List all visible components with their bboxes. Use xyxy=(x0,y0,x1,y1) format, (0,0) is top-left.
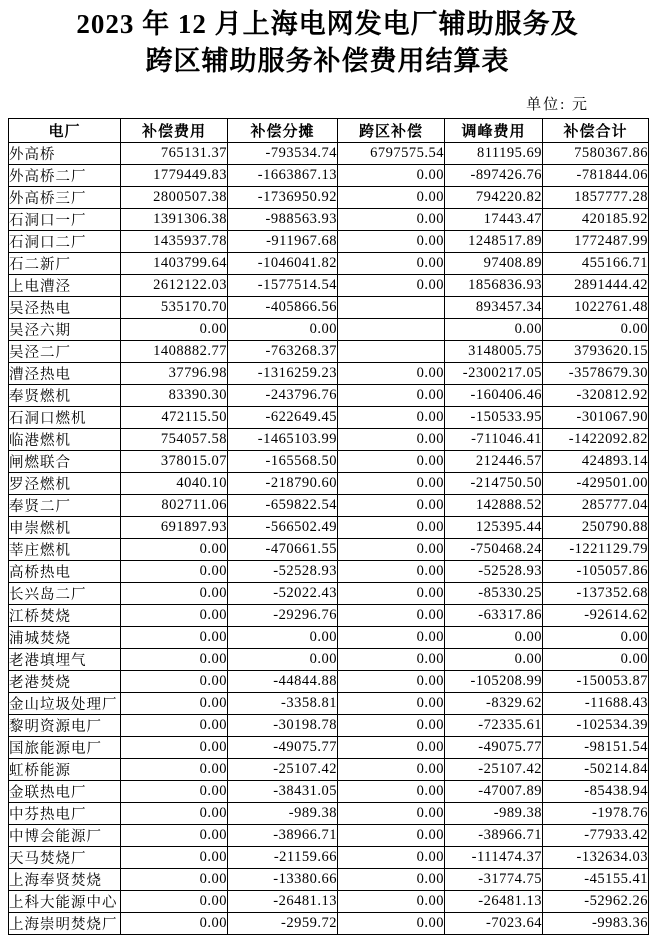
table-row xyxy=(9,473,649,495)
value-cell: 3793620.15 xyxy=(543,341,649,363)
value-cell: 0.00 xyxy=(338,407,445,429)
table-row xyxy=(9,649,649,671)
table-row xyxy=(9,561,649,583)
value-cell: -85438.94 xyxy=(543,781,649,803)
value-cell: 3148005.75 xyxy=(445,341,543,363)
value-cell: 0.00 xyxy=(121,561,228,583)
table-row xyxy=(9,693,649,715)
value-cell: -25107.42 xyxy=(445,759,543,781)
value-cell: 0.00 xyxy=(121,825,228,847)
value-cell: -72335.61 xyxy=(445,715,543,737)
value-cell: 0.00 xyxy=(338,187,445,209)
document-title xyxy=(0,6,655,80)
value-cell: -470661.55 xyxy=(228,539,338,561)
column-header: 补偿分摊 xyxy=(228,119,338,143)
value-cell: -405866.56 xyxy=(228,297,338,319)
value-cell: 1772487.99 xyxy=(543,231,649,253)
value-cell: -38431.05 xyxy=(228,781,338,803)
table-row xyxy=(9,385,649,407)
value-cell: -25107.42 xyxy=(228,759,338,781)
value-cell: -137352.68 xyxy=(543,583,649,605)
plant-name-cell: 上海崇明焚烧厂 xyxy=(9,913,121,935)
value-cell: -102534.39 xyxy=(543,715,649,737)
value-cell: 0.00 xyxy=(338,517,445,539)
value-cell: 0.00 xyxy=(338,385,445,407)
value-cell: -13380.66 xyxy=(228,869,338,891)
value-cell: 0.00 xyxy=(338,451,445,473)
value-cell: 0.00 xyxy=(338,209,445,231)
value-cell: 0.00 xyxy=(228,649,338,671)
value-cell: 0.00 xyxy=(543,319,649,341)
value-cell: 250790.88 xyxy=(543,517,649,539)
table-row xyxy=(9,231,649,253)
table-row xyxy=(9,869,649,891)
plant-name-cell: 天马焚烧厂 xyxy=(9,847,121,869)
table-row xyxy=(9,407,649,429)
plant-name-cell: 上电漕泾 xyxy=(9,275,121,297)
value-cell: 0.00 xyxy=(121,319,228,341)
value-cell: 0.00 xyxy=(338,561,445,583)
value-cell: 1391306.38 xyxy=(121,209,228,231)
table-row xyxy=(9,429,649,451)
value-cell: -1316259.23 xyxy=(228,363,338,385)
column-header: 调峰费用 xyxy=(445,119,543,143)
value-cell: 7580367.86 xyxy=(543,143,649,165)
column-header: 电厂 xyxy=(9,119,121,143)
value-cell: 893457.34 xyxy=(445,297,543,319)
table-row xyxy=(9,187,649,209)
table-row xyxy=(9,495,649,517)
value-cell: 2891444.42 xyxy=(543,275,649,297)
value-cell: 0.00 xyxy=(228,319,338,341)
value-cell: 0.00 xyxy=(338,165,445,187)
value-cell: -98151.54 xyxy=(543,737,649,759)
value-cell: 0.00 xyxy=(121,847,228,869)
value-cell: -1465103.99 xyxy=(228,429,338,451)
value-cell xyxy=(338,341,445,363)
value-cell: 1779449.83 xyxy=(121,165,228,187)
value-cell: 212446.57 xyxy=(445,451,543,473)
plant-name-cell: 上海奉贤焚烧 xyxy=(9,869,121,891)
value-cell: -622649.45 xyxy=(228,407,338,429)
settlement-document xyxy=(0,6,655,933)
value-cell: 2800507.38 xyxy=(121,187,228,209)
plant-name-cell: 虹桥能源 xyxy=(9,759,121,781)
header-row xyxy=(9,119,649,143)
value-cell: 0.00 xyxy=(338,495,445,517)
plant-name-cell: 黎明资源电厂 xyxy=(9,715,121,737)
value-cell: 754057.58 xyxy=(121,429,228,451)
table-row xyxy=(9,319,649,341)
value-cell: 0.00 xyxy=(121,671,228,693)
value-cell: 0.00 xyxy=(445,319,543,341)
value-cell: -49075.77 xyxy=(228,737,338,759)
value-cell: -989.38 xyxy=(228,803,338,825)
value-cell: -911967.68 xyxy=(228,231,338,253)
plant-name-cell: 莘庄燃机 xyxy=(9,539,121,561)
value-cell: -243796.76 xyxy=(228,385,338,407)
column-header: 跨区补偿 xyxy=(338,119,445,143)
value-cell: -750468.24 xyxy=(445,539,543,561)
value-cell: 0.00 xyxy=(338,671,445,693)
table-row xyxy=(9,605,649,627)
plant-name-cell: 中博会能源厂 xyxy=(9,825,121,847)
value-cell: -38966.71 xyxy=(228,825,338,847)
table-row xyxy=(9,539,649,561)
table-row xyxy=(9,913,649,935)
value-cell: 0.00 xyxy=(121,781,228,803)
table-row xyxy=(9,253,649,275)
value-cell: -429501.00 xyxy=(543,473,649,495)
value-cell: 1857777.28 xyxy=(543,187,649,209)
value-cell: -30198.78 xyxy=(228,715,338,737)
plant-name-cell: 外高桥 xyxy=(9,143,121,165)
value-cell: 1403799.64 xyxy=(121,253,228,275)
value-cell: -8329.62 xyxy=(445,693,543,715)
value-cell: 0.00 xyxy=(543,649,649,671)
value-cell: 0.00 xyxy=(121,913,228,935)
table-row xyxy=(9,297,649,319)
value-cell: -3358.81 xyxy=(228,693,338,715)
plant-name-cell: 江桥焚烧 xyxy=(9,605,121,627)
value-cell: -111474.37 xyxy=(445,847,543,869)
plant-name-cell: 外高桥三厂 xyxy=(9,187,121,209)
value-cell: 691897.93 xyxy=(121,517,228,539)
value-cell: -1221129.79 xyxy=(543,539,649,561)
value-cell: -52528.93 xyxy=(228,561,338,583)
plant-name-cell: 漕泾热电 xyxy=(9,363,121,385)
value-cell: 285777.04 xyxy=(543,495,649,517)
plant-name-cell: 石洞口燃机 xyxy=(9,407,121,429)
value-cell: -160406.46 xyxy=(445,385,543,407)
value-cell: -92614.62 xyxy=(543,605,649,627)
value-cell: -63317.86 xyxy=(445,605,543,627)
value-cell: 0.00 xyxy=(338,363,445,385)
plant-name-cell: 罗泾燃机 xyxy=(9,473,121,495)
plant-name-cell: 高桥热电 xyxy=(9,561,121,583)
value-cell: -1736950.92 xyxy=(228,187,338,209)
value-cell: -11688.43 xyxy=(543,693,649,715)
value-cell: -21159.66 xyxy=(228,847,338,869)
plant-name-cell: 石洞口一厂 xyxy=(9,209,121,231)
value-cell: 0.00 xyxy=(338,539,445,561)
value-cell: 0.00 xyxy=(338,715,445,737)
table-row xyxy=(9,517,649,539)
value-cell: -2959.72 xyxy=(228,913,338,935)
value-cell: 0.00 xyxy=(338,847,445,869)
value-cell: 0.00 xyxy=(121,869,228,891)
value-cell: 0.00 xyxy=(445,649,543,671)
table-row xyxy=(9,341,649,363)
value-cell: -85330.25 xyxy=(445,583,543,605)
value-cell: 0.00 xyxy=(338,649,445,671)
value-cell: -150533.95 xyxy=(445,407,543,429)
value-cell: 0.00 xyxy=(338,759,445,781)
value-cell: 0.00 xyxy=(121,649,228,671)
value-cell: 0.00 xyxy=(338,583,445,605)
value-cell: -150053.87 xyxy=(543,671,649,693)
value-cell: -781844.06 xyxy=(543,165,649,187)
value-cell: -2300217.05 xyxy=(445,363,543,385)
table-row xyxy=(9,143,649,165)
plant-name-cell: 中芬热电厂 xyxy=(9,803,121,825)
plant-name-cell: 石二新厂 xyxy=(9,253,121,275)
plant-name-cell: 临港燃机 xyxy=(9,429,121,451)
value-cell: -9983.36 xyxy=(543,913,649,935)
document-title-line2: 跨区辅助服务补偿费用结算表 xyxy=(145,46,510,76)
value-cell: 0.00 xyxy=(338,869,445,891)
table-row xyxy=(9,737,649,759)
plant-name-cell: 浦城焚烧 xyxy=(9,627,121,649)
value-cell: -218790.60 xyxy=(228,473,338,495)
table-row xyxy=(9,451,649,473)
column-header: 补偿合计 xyxy=(543,119,649,143)
value-cell: 83390.30 xyxy=(121,385,228,407)
value-cell: -44844.88 xyxy=(228,671,338,693)
plant-name-cell: 吴泾二厂 xyxy=(9,341,121,363)
value-cell: 142888.52 xyxy=(445,495,543,517)
value-cell: -3578679.30 xyxy=(543,363,649,385)
value-cell: -31774.75 xyxy=(445,869,543,891)
plant-name-cell: 上科大能源中心 xyxy=(9,891,121,913)
value-cell: -52962.26 xyxy=(543,891,649,913)
value-cell: 535170.70 xyxy=(121,297,228,319)
plant-name-cell: 申崇燃机 xyxy=(9,517,121,539)
table-row xyxy=(9,363,649,385)
value-cell: 0.00 xyxy=(338,913,445,935)
value-cell: 17443.47 xyxy=(445,209,543,231)
value-cell: -26481.13 xyxy=(445,891,543,913)
value-cell: 0.00 xyxy=(121,539,228,561)
plant-name-cell: 奉贤二厂 xyxy=(9,495,121,517)
value-cell: 97408.89 xyxy=(445,253,543,275)
value-cell: -165568.50 xyxy=(228,451,338,473)
plant-name-cell: 老港焚烧 xyxy=(9,671,121,693)
value-cell: 424893.14 xyxy=(543,451,649,473)
value-cell: 420185.92 xyxy=(543,209,649,231)
value-cell: 0.00 xyxy=(121,759,228,781)
value-cell: 0.00 xyxy=(338,605,445,627)
value-cell: -711046.41 xyxy=(445,429,543,451)
table-row xyxy=(9,847,649,869)
plant-name-cell: 外高桥二厂 xyxy=(9,165,121,187)
value-cell: 0.00 xyxy=(121,693,228,715)
column-header: 补偿费用 xyxy=(121,119,228,143)
value-cell: 0.00 xyxy=(338,275,445,297)
plant-name-cell: 国旅能源电厂 xyxy=(9,737,121,759)
plant-name-cell: 金联热电厂 xyxy=(9,781,121,803)
plant-name-cell: 吴泾六期 xyxy=(9,319,121,341)
document-title-line1: 2023 年 12 月上海电网发电厂辅助服务及 xyxy=(76,9,579,39)
value-cell: 1856836.93 xyxy=(445,275,543,297)
value-cell: -989.38 xyxy=(445,803,543,825)
value-cell: 37796.98 xyxy=(121,363,228,385)
plant-name-cell: 长兴岛二厂 xyxy=(9,583,121,605)
value-cell: 4040.10 xyxy=(121,473,228,495)
unit-label: 单位: 元 xyxy=(526,97,589,113)
value-cell: -301067.90 xyxy=(543,407,649,429)
value-cell: 0.00 xyxy=(338,825,445,847)
value-cell: 125395.44 xyxy=(445,517,543,539)
plant-name-cell: 奉贤燃机 xyxy=(9,385,121,407)
value-cell: 0.00 xyxy=(338,693,445,715)
value-cell: -1577514.54 xyxy=(228,275,338,297)
table-body xyxy=(9,143,649,935)
value-cell: -763268.37 xyxy=(228,341,338,363)
value-cell: -1422092.82 xyxy=(543,429,649,451)
value-cell: 472115.50 xyxy=(121,407,228,429)
value-cell: 0.00 xyxy=(338,429,445,451)
value-cell: 0.00 xyxy=(121,605,228,627)
value-cell xyxy=(338,319,445,341)
value-cell: -897426.76 xyxy=(445,165,543,187)
value-cell: 0.00 xyxy=(338,473,445,495)
value-cell: 0.00 xyxy=(121,583,228,605)
plant-name-cell: 金山垃圾处理厂 xyxy=(9,693,121,715)
value-cell xyxy=(338,297,445,319)
plant-name-cell: 老港填埋气 xyxy=(9,649,121,671)
value-cell: -659822.54 xyxy=(228,495,338,517)
value-cell: -105208.99 xyxy=(445,671,543,693)
value-cell: 455166.71 xyxy=(543,253,649,275)
value-cell: -105057.86 xyxy=(543,561,649,583)
value-cell: -566502.49 xyxy=(228,517,338,539)
value-cell: 0.00 xyxy=(338,803,445,825)
value-cell: 802711.06 xyxy=(121,495,228,517)
table-row xyxy=(9,825,649,847)
value-cell: -1663867.13 xyxy=(228,165,338,187)
value-cell: 794220.82 xyxy=(445,187,543,209)
value-cell: -214750.50 xyxy=(445,473,543,495)
table-row xyxy=(9,583,649,605)
value-cell: -49075.77 xyxy=(445,737,543,759)
value-cell: -1978.76 xyxy=(543,803,649,825)
value-cell: 0.00 xyxy=(121,627,228,649)
value-cell: 0.00 xyxy=(338,891,445,913)
value-cell: 1435937.78 xyxy=(121,231,228,253)
value-cell: 0.00 xyxy=(338,253,445,275)
value-cell: 0.00 xyxy=(338,737,445,759)
value-cell: -50214.84 xyxy=(543,759,649,781)
value-cell: 0.00 xyxy=(445,627,543,649)
value-cell: 765131.37 xyxy=(121,143,228,165)
value-cell: -26481.13 xyxy=(228,891,338,913)
table-row xyxy=(9,209,649,231)
table-row xyxy=(9,715,649,737)
value-cell: -52528.93 xyxy=(445,561,543,583)
value-cell: 0.00 xyxy=(338,231,445,253)
plant-name-cell: 闸燃联合 xyxy=(9,451,121,473)
value-cell: -45155.41 xyxy=(543,869,649,891)
value-cell: 2612122.03 xyxy=(121,275,228,297)
value-cell: -132634.03 xyxy=(543,847,649,869)
table-row xyxy=(9,165,649,187)
table-row xyxy=(9,759,649,781)
value-cell: 6797575.54 xyxy=(338,143,445,165)
table-row xyxy=(9,627,649,649)
value-cell: 1022761.48 xyxy=(543,297,649,319)
value-cell: 0.00 xyxy=(121,715,228,737)
table-row xyxy=(9,275,649,297)
value-cell: -47007.89 xyxy=(445,781,543,803)
table-row xyxy=(9,781,649,803)
value-cell: 0.00 xyxy=(121,891,228,913)
value-cell: 0.00 xyxy=(338,781,445,803)
table-row xyxy=(9,803,649,825)
value-cell: 1248517.89 xyxy=(445,231,543,253)
value-cell: 811195.69 xyxy=(445,143,543,165)
table-row xyxy=(9,891,649,913)
value-cell: -988563.93 xyxy=(228,209,338,231)
value-cell: -77933.42 xyxy=(543,825,649,847)
value-cell: 0.00 xyxy=(543,627,649,649)
value-cell: -320812.92 xyxy=(543,385,649,407)
value-cell: 0.00 xyxy=(121,737,228,759)
value-cell: -29296.76 xyxy=(228,605,338,627)
plant-name-cell: 石洞口二厂 xyxy=(9,231,121,253)
value-cell: -1046041.82 xyxy=(228,253,338,275)
value-cell: -38966.71 xyxy=(445,825,543,847)
value-cell: 0.00 xyxy=(121,803,228,825)
value-cell: -52022.43 xyxy=(228,583,338,605)
table-row xyxy=(9,671,649,693)
value-cell: 0.00 xyxy=(228,627,338,649)
settlement-table xyxy=(8,118,649,935)
plant-name-cell: 吴泾热电 xyxy=(9,297,121,319)
value-cell: 378015.07 xyxy=(121,451,228,473)
value-cell: -793534.74 xyxy=(228,143,338,165)
value-cell: 0.00 xyxy=(338,627,445,649)
value-cell: 1408882.77 xyxy=(121,341,228,363)
value-cell: -7023.64 xyxy=(445,913,543,935)
